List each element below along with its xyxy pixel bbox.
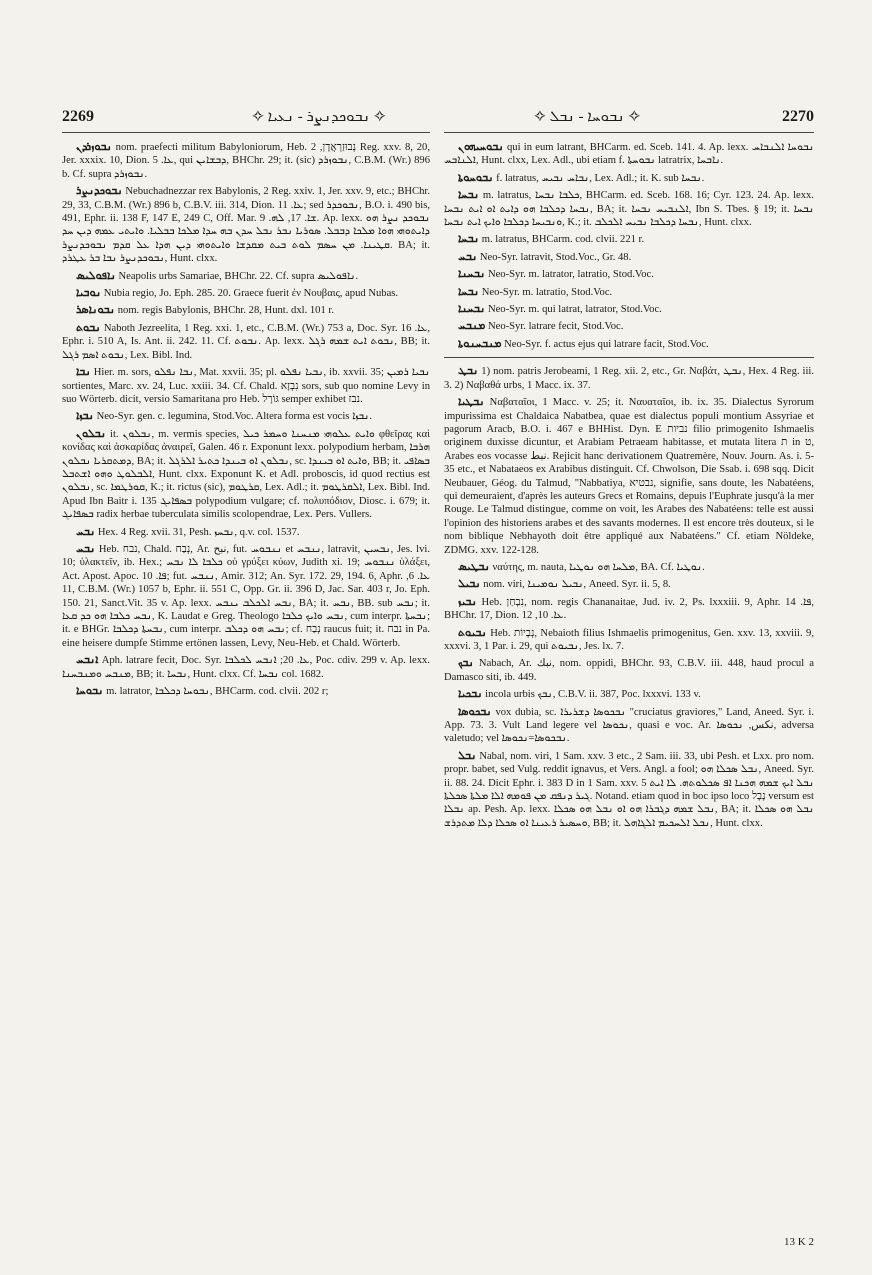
right-header-rule bbox=[444, 132, 814, 133]
entry-text: Hier. m. sors, ܢܒܐ ܢܦܠܘ, Mat. xxvii. 35; pl. ܢܒܝܐ ܢܦܠܘ, ib. xxvii. 35; ܢܒܝܐ ܪܡܝܢ sortientes, Marc. xv. 24, Luc. xxiii. 34. Cf. Chald. נִבְזָא sors, sub quo nomine Levy in suo Wörterb. dicit, versio Samaritana pro Heb. גּוֹרָל semper exhibet נבז. bbox=[62, 367, 430, 405]
entry-text: m. latrator, ܢܒܘܚܐ ܕܟܠܒܐ, BHCarm. cod. clvii. 202 r; bbox=[106, 686, 329, 698]
dictionary-entry bbox=[62, 365, 430, 406]
right-page-number: 2270 bbox=[782, 108, 814, 125]
entry-text: Neo-Syr. f. actus ejus qui latrare facit, Stod.Voc. bbox=[504, 338, 709, 350]
entry-headword: ܢܒܚ bbox=[76, 541, 96, 555]
entry-text: Hex. 4 Reg. xvii. 31, Pesh. ܢܒܚܙ, q.v. col. 1537. bbox=[97, 526, 300, 538]
entry-text: Nebuchadnezzar rex Babylonis, 2 Reg. xxiv. 1, Jer. xxv. 9, etc.; BHChr. 29, 33, C.B.M. (Wr.) 896 b, C.B.V. iii. 314, Dion. ܥܐ. 11; sed ܢܒܘܟܕܪ, B.O. i. 490 bis, 491, Ephr. ii. 138 F, 147 E, 249 C, Off. Mar. ܫܐ. 17, ܠܗ. 9. Ap. lexx. ܢܒܘܟܕ ܢܨܪ ܗܘ ܕܐܝܬܘܗܝ ܗܘܐ ܡܠܟܐ ܕܒܒܠ. ܣܘܪܝܐ ܢܒܪ ܢܒܠ ܚܕܢ ܒܗ ܚܕܐ ܡܠܟܐ ܒܒܠܝܐ. ܘܐܝܬܝ ܥܡܗ ܕܝܢ ܚܕ ܩܛܝܢܐ. ܡܢ ܚܣܡ ܠܘܬ ܒܝܬ ܡܩܕܫܐ ܘܐܝܬܘܗܝ ܕܝܢ ܗܕܐ ܥܠ ܩܕܡ ܢܒܘܟܕܢܨܪ. BA; it. ܢܒܘܟܕܢܨܪ ܢܒܐ ܒܪ ܥܛܪܕ, Hunt. clxx. bbox=[62, 186, 430, 265]
right-column-upper bbox=[444, 140, 814, 351]
entry-headword: ܢܒܟ bbox=[458, 656, 474, 670]
entry-text: Heb. נבח, Chald. נְבַח, Ar. نبح, fut. ܢܢܒܘܚ et ܢܢܒܚ, latravit, ܢܒܚܝܢ, Jes. lvi. 10; ὑλακτεῖν, ib. Hex.; ܟܠܒܐ ܠܐ ܢܒܚ οὐ γρύξει κύων, Judith xi. 19; ܢܢܒܘܚ ὑλάξει, Act. Apost. Apoc. ܦܐ. 10; fut. ܢܢܒܚ, Amir. 312; An. Syr. 172. 29, 194. 6, Aphr. ܥܐ. 6, 11, C.B.M. (Wr.) 1057 b, Ephr. ii. 551 C, Opp. Gr. ii. 396 D, Jac. Sar. 403 r, Jo. Eph. 150. 21, Sanct.Vit. 35 v. Ap. lexx. ܢܒܚ ܐܠܟܠܒ ܝܢܒܚ, BA; it. ܢܒܚ, BB. sub ܢܒܚ; it. ܢܒܚ ܟܠܒܐ ܗܘ ܟܕ ܩܥܐ, K. Laudat e Greg. Theologo ܢܒܚ ܘܐܝܟ ܟܠܒܐ, cum interpr. ܢܒܚܬܐ; it. e BHGr. ܢܒܚܬܐ ܕܟܠܒܐ, cum interpr. ܢܒܚ ܗܘ ܕܟܠܒ; cf. נְבַח raucus fuit; it. נבח in Pa. eine heisere dumpfe Stimme ertönen lassen, Levy, Neu-Heb. et Chald. Wörterb. bbox=[62, 543, 430, 649]
entry-text: nom. viri, ܢܒܝܠ ܢܘܡܝܢܐ, Aneed. Syr. ii. 5, 8. bbox=[483, 579, 671, 591]
dictionary-entry bbox=[444, 364, 814, 392]
entry-text: Neapolis urbs Samariae, BHChr. 22. Cf. supra ܢܐܦܘܠܝܣ. bbox=[118, 270, 359, 282]
dictionary-entry bbox=[62, 269, 430, 283]
entry-text: nom. praefecti militum Babyloniorum, Heb. נְבוּזַרְאֲדָן, 2 Reg. xxv. 8, 20, Jer. xxxix. 10, Dion. ܥܐ. 5, qui ܕܒܫܐܝܢ, BHChr. 29; it. (sic) ܢܒܘܙܪܕ, C.B.M. (Wr.) 896 b. Cf. supra ܢܒܘܙܪܕ. bbox=[62, 142, 430, 180]
dictionary-entry bbox=[444, 285, 814, 299]
dictionary-entry bbox=[444, 595, 814, 623]
dictionary-entry bbox=[444, 302, 814, 316]
entry-headword: ܢܒܝܘܬ bbox=[458, 625, 487, 639]
dictionary-entry bbox=[62, 427, 430, 522]
entry-text: 1) nom. patris Jerobeami, 1 Reg. xii. 2, etc., Gr. Ναβάτ, ܢܒܛ, Hex. 4 Reg. iii. 3. 2) Ναβαθά urbs, 1 Macc. ix. 37. bbox=[444, 366, 814, 391]
entry-text: Heb. נִבְחַן, nom. regis Chananaitae, Jud. iv. 2, Ps. lxxxiii. 9, Aphr. ܦܐ. 14, BHChr. 17, Dion. ܥܐ. 10, 12. bbox=[444, 596, 814, 622]
entry-headword: ܢܒܟܘܣܐ bbox=[458, 704, 492, 718]
dictionary-entry bbox=[444, 687, 814, 701]
signature-mark: 13 K 2 bbox=[784, 1236, 814, 1248]
entry-headword: ܢܘܒܝܐ bbox=[76, 286, 102, 300]
entry-headword: ܢܒܐ bbox=[76, 365, 91, 379]
entry-headword: ܢܒܘܢܐܣܪ bbox=[76, 303, 116, 317]
entry-headword: ܢܒܘܬ bbox=[76, 320, 101, 334]
entry-text: Neo-Syr. m. qui latrat, latrator, Stod.Voc. bbox=[487, 304, 662, 316]
entry-headword: ܡܢܒܚ bbox=[458, 319, 486, 333]
entry-headword: ܢܒܛ bbox=[458, 364, 479, 378]
entry-headword: ܢܒܚ bbox=[458, 249, 478, 263]
dictionary-entry bbox=[444, 626, 814, 654]
entry-headword: ܢܐܦܘܠܝܣ bbox=[76, 268, 116, 282]
entry-headword: ܢܒܚ bbox=[76, 524, 96, 538]
entry-text: Nubia regio, Jo. Eph. 285. 20. Graece fuerit ἐν Νουβαις, apud Nubas. bbox=[103, 288, 399, 300]
dictionary-entry bbox=[444, 171, 814, 185]
entry-text: m. latratus, ܟܠܒܐ ܢܒܚܐ, BHCarm. ed. Sceb. 168. 16; Cyr. 123. 24. Ap. lexx. ܢܒܚܐ ܕܟܠܒܐ ܗܘ ܕܐܝܬ ܐܘ ܐܝܬ ܢܒܚܐ, BA; it. ܐܠܢܒܝܚ ܢܒܚܐ, Ibn S. Tbes. § 19; it. ܢܒܚܐ ܘܢܒܝܚܐ ܕܟܠܒܐ ܘܐܝܟ ܐܝܬ ܢܒܚܐ, K.; it. ܢܒܚܐ ܕܟܠܒܐ ܢܒܝܚ ܐܠܟܠܒ, Hunt. clxx. bbox=[444, 190, 814, 229]
right-running-title: ✧ ܢܒܘܚܐ - ܢܒܠ ✧ bbox=[534, 109, 641, 125]
dictionary-entry bbox=[444, 395, 814, 557]
entry-headword: ܐܢܒܚ bbox=[76, 653, 99, 667]
entry-text: vox dubia, sc. ܢܒܟܘܣܐ ܕܫܪܝܪܐ "cruciatus graviores," Land, Aneed. Syr. i. App. 73. 3. Vult Land legere vel ܢܟܘܣܐ, quasi e voc. Ar. نكس, ܢܟܘܣܐ, adversa valetudo; vel ܢܒܟܘܣܐ=ܢܟܘܣܐ. bbox=[444, 706, 814, 745]
right-column-lower bbox=[444, 364, 814, 830]
entry-headword: ܢܒܘܚܝܗܘܢ bbox=[458, 140, 504, 153]
entry-headword: ܢܒܙܐ bbox=[76, 409, 94, 423]
entry-text: Nabal, nom. viri, 1 Sam. xxv. 3 etc., 2 Sam. iii. 33, ubi Pesh. et Lxx. pro nom. propr. babet, sed Vulg. reddit ignavus, et Vers. Angl. a fool; ܢܒܠ ܣܟܠܐ ܗܘ, Aneed. Syr. ii. 88. 24. Dicit Ephr. i. 383 D in 1 Sam. xxv. 5 ܢܒܠ ܐܝܟ ܫܡܗ ܗܟܢܐ ܐܦ ܣܟܠܘܬܗ. ܠܐ ܐܝܬ ܓܝܪ ܕܢܦܩ ܡܢ ܦܘܡܗ ܐܠܐ ܡܠܬܐ ܣܟܠܬܐ. Notand. etiam quod in boc ipso loco נָבָל versum est ܢܒܠܐ ap. Pesh. Ap. lexx. ܢܒܠ ܫܡܗ ܕܓܒܪܐ ܗܘ ܐܘ ܢܒܠ ܗܘ ܣܟܠܐ, BA; it. ܢܒܠ ܗܘ ܣܟܠܐ ܘܚܣܝܪ ܪܥܝܢܐ ܐܘ ܣܟܠܐ ܕܠܐ ܡܬܕܪܫ, BB; it. ܢܒܠ ܐܠܚܟܝܡ ܐܠܓܐܗܠ, Hunt. clxx. bbox=[444, 750, 814, 829]
entry-text: ναύτης, m. nauta, ܡܠܚܐ ܗܘ ܢܘܛܝܐ, BA. Cf. ܢܘܛܝܐ. bbox=[492, 561, 705, 573]
entry-headword: ܢܒܚܢܐ bbox=[458, 267, 486, 281]
entry-text: Neo-Syr. m. latrator, latratio, Stod.Voc. bbox=[487, 269, 654, 281]
dictionary-entry bbox=[62, 409, 430, 423]
entry-headword: ܢܒܟܝܐ bbox=[458, 687, 483, 701]
left-column bbox=[62, 140, 430, 1240]
entry-text: Neo-Syr. latrare fecit, Stod.Voc. bbox=[487, 321, 624, 333]
dictionary-entry bbox=[444, 267, 814, 281]
entry-text: it. ܢܒܠܘܢ, m. vermis species, ܘܐܝܬ ܥܠܘܗܝ ܡܢܚܢܐ ܘܚܡܪ ܟܝܠ φθεῖρας καὶ κονίδας καὶ ἀσκαρίδας ἀναιρεῖ, Galen. 46 r. Exponunt lexx. polypodium herbam, ܗܪܒܐ ܕܡܬܩܪܝܐ ܢܒܠܘܢ, BA; it. ܢܒܠܘܢ ܐܘ ܒܝܢܕܐ ܟܬܝܪ ܐܠܪܓܠ, sc. ܘܐܝܬ ܐܘ ܒܝܢܕܐ, BB; it. ܒܣܐܦܝ ܐܠܒܠܘܛ ܘܗܘ ܐܫܬܒܠ, Hunt. clxx. Exponunt K. et Adl. proboscis, id quod rectius est ܢܒܠܘܢ, sc. ܩܘܪܛܡܐ, K.; it. rictus (sic), ܩܪܛܘܡ, Lex. Adl.; it. ܐܠܩܪܛܘܡ, Lex. Bibl. Ind. Apud Ibn Baitr i. 135 ܒܣܦܐܝܓ polypodium vulgare; cf. πολυπόδιον, Diosc. i. 679; it. ܒܣܦܐܝܓ radix herbae tuberculata similis scolopendrae, Lex. Pers. Vullers. bbox=[62, 428, 430, 521]
dictionary-entry bbox=[444, 749, 814, 830]
entry-headword: ܢܒܘܙܪܕܢ bbox=[76, 140, 112, 153]
dictionary-entry bbox=[444, 140, 814, 168]
entry-headword: ܢܒܠ bbox=[458, 748, 477, 762]
left-page-number: 2269 bbox=[62, 108, 94, 125]
entry-headword: ܢܒܠܘܢ bbox=[76, 426, 107, 440]
entry-headword: ܢܒܘܚܐ bbox=[76, 684, 104, 698]
dictionary-entry bbox=[444, 577, 814, 591]
dictionary-entry bbox=[444, 188, 814, 229]
entry-text: Nabach, Ar. نبك, nom. oppidi, BHChr. 93, C.B.V. iii. 448, haud procul a Damasco siti, ib. 449. bbox=[444, 658, 814, 683]
entry-headword: ܢܒܝܠ bbox=[458, 577, 481, 591]
dictionary-entry bbox=[62, 684, 430, 698]
left-page-header bbox=[62, 105, 430, 129]
entry-text: Heb. נְבָיוֹת, Nebaioth filius Ishmaelis primogenitus, Gen. xxv. 13, xxviii. 9, xxxvi. 3, 1 Par. i. 29, qui ܢܒܝܘܬ, Jes. lx. 7. bbox=[444, 627, 814, 652]
dictionary-entry bbox=[62, 286, 430, 300]
entry-headword: ܢܒܚܢܐ bbox=[458, 302, 486, 316]
dictionary-entry bbox=[444, 560, 814, 574]
entry-text: Neo-Syr. latravit, Stod.Voc., Gr. 48. bbox=[479, 251, 632, 263]
dictionary-entry bbox=[444, 337, 814, 351]
entry-headword: ܢܒܚܐ bbox=[458, 284, 480, 298]
dictionary-entry bbox=[62, 303, 430, 317]
section-separator bbox=[444, 357, 814, 358]
dictionary-entry bbox=[444, 232, 814, 246]
entry-text: Ναβαταῖοι, 1 Macc. v. 25; it. Ναυαταῖοι, ib. ix. 35. Dialectus Syrorum impurissima est Chaldaica Nabatbea, quae est dialectus populi montium Assyriae et pagorum Aracb, B.O. i. 467 e BHHist. Dyn. E נביות filio primogenito Ishmaelis originem duxisse dicuntur, et Arabiam Petraeam habitasse, et mutata litera ת in ט, Arabes eos vocasse نبط. Rejicit hanc derivationem Quatremère, Nouv. Journ. As. i. 5-35 etc., et Nabataeos ex Arabibus distinguit. Cf. Chwolson, Die Ssab. i. 698 sqq. Dicit Neubauer, Géog. du Talmud, "Nabbatiya, נבטיא, signifie, sans doute, les Nabatéens, qui demeuraient, d'après les auteurs Grecs et Romains, depuis l'Euphrate jusqu'à la mer Rouge. Le Talmud distingue, comme on voit, les Arabes des Nabatéens: telle est aussi l'opinion des historiens arabes et des savants modernes. Il est encore très douteux, si le nom biblique Nebhayoth doit être appliqué aux Nabatéens." Cf. etiam Nöldeke, ZDMG. xxv. 122-128. bbox=[444, 397, 814, 556]
entry-headword: ܢܒܚܐ bbox=[458, 188, 480, 202]
entry-text: qui in eum latrant, BHCarm. ed. Sceb. 141. 4. Ap. lexx. ܢܒܘܚܐ ܐܠܢܒܐܚ ܐܠܢܐܒܚ, Hunt. clxx, Lex. Adl., ubi etiam f. ܢܒܘܚܬܐ latratrix, ܢܐܒܚܐ. bbox=[444, 142, 814, 167]
entry-headword: ܢܒܘܚܘܬܐ bbox=[458, 170, 494, 184]
entry-headword: ܡܢܒܚܢܘܬܐ bbox=[458, 336, 502, 350]
entry-headword: ܢܒܝܙ bbox=[458, 594, 477, 608]
entry-text: Neo-Syr. gen. c. legumina, Stod.Voc. Altera forma est vocis ܢܒܙܐ. bbox=[96, 411, 372, 423]
left-header-rule bbox=[62, 132, 430, 133]
dictionary-entry bbox=[444, 319, 814, 333]
entry-text: m. latratus, BHCarm. cod. clvii. 221 r. bbox=[481, 234, 645, 246]
right-page-header bbox=[444, 105, 814, 129]
entry-text: nom. regis Babylonis, BHChr. 28, Hunt. dxl. 101 r. bbox=[117, 305, 335, 317]
entry-text: incola urbis ܢܒܟ, C.B.V. ii. 387, Poc. lxxxvi. 133 v. bbox=[485, 689, 701, 701]
left-running-title: ✧ ܢܒܘܟܕܢܨܪ - ܢܥܝܐ ✧ bbox=[252, 109, 386, 125]
dictionary-entry bbox=[62, 542, 430, 650]
entry-headword: ܢܒܚܐ bbox=[458, 232, 480, 246]
entry-text: Aph. latrare fecit, Doc. Syr. ܥܐ. 20; ܐܢܒܚ ܠܟܠܒܐ, Poc. cdiv. 299 v. Ap. lexx. ܡܢܒܚ ܘܡܢܒܚܢܐ, BB; it. ܢܒܚܐ, Hunt. clxx. Cf. ܢܒܚܐ col. 1682. bbox=[62, 655, 430, 680]
dictionary-entry bbox=[62, 653, 430, 681]
right-column bbox=[444, 140, 814, 1240]
dictionary-entry bbox=[62, 184, 430, 265]
entry-headword: ܢܒܛܝܐ bbox=[458, 395, 485, 409]
dictionary-entry bbox=[62, 321, 430, 362]
dictionary-entry bbox=[444, 656, 814, 684]
entry-headword: ܢܒܘܟܕܢܨܪ bbox=[76, 184, 123, 198]
entry-text: Neo-Syr. m. latratio, Stod.Voc. bbox=[481, 286, 613, 298]
dictionary-entry bbox=[444, 705, 814, 746]
entry-text: Naboth Jezreelita, 1 Reg. xxi. 1, etc., C.B.M. (Wr.) 753 a, Doc. Syr. ܥܐ. 16, Ephr. i. 510 A, Is. Ant. ii. 242. 11. Cf. ܢܒܘܬ. Ap. lexx. ܢܒܘܬ ܐܝܬ ܫܡܗ ܪܓܠ, BB; it. ܢܒܘܬ ܐܣܡ ܪܓܠ, Lex. Bibl. Ind. bbox=[62, 322, 430, 361]
entry-text: f. latratus, ܢܒܐܚ ܢܒܝܚ, Lex. Adl.; it. K. sub ܢܒܚܐ. bbox=[496, 172, 705, 184]
entry-headword: ܢܒܛܝܣ bbox=[458, 559, 490, 573]
dictionary-entry bbox=[62, 140, 430, 181]
dictionary-entry bbox=[444, 250, 814, 264]
dictionary-entry bbox=[62, 525, 430, 539]
